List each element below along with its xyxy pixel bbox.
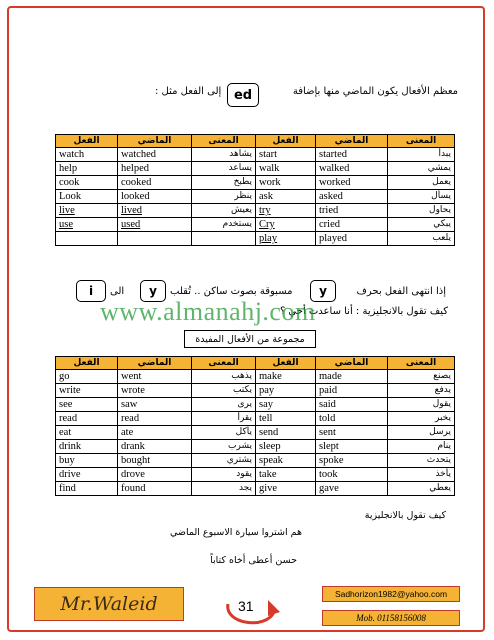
rule-y-part3: الى [110,286,125,297]
meaning-cell [388,370,455,384]
meaning-cell [388,482,455,496]
cell-text: يذهب [231,371,252,381]
cell-text: eat [59,427,72,438]
cell-text: live [59,205,75,216]
cell-text: work [259,177,281,188]
group-title: مجموعة من الأفعال المفيدة [184,330,316,348]
verb-cell [56,468,118,482]
verb-cell [256,440,316,454]
cell-text: tried [319,205,339,216]
sentence-2: حسن أعطى أخاه كتاباً [210,555,297,566]
cell-text: ينام [437,441,451,451]
past-cell [316,468,388,482]
table-row [56,468,455,482]
past-cell [118,190,192,204]
meaning-cell [388,426,455,440]
header-past: الماضي [118,135,192,148]
cell-text: play [259,233,278,244]
meaning-cell [388,190,455,204]
cell-text: wrote [121,385,145,396]
past-cell [316,190,388,204]
verb-cell [256,384,316,398]
cell-text: يعطي [429,483,451,493]
table-row [56,426,455,440]
cell-text: went [121,371,142,382]
meaning-cell [192,190,256,204]
past-cell [118,218,192,232]
header-verb: الفعل [256,357,316,370]
verb-cell [256,426,316,440]
intro-line [293,86,458,97]
cell-text: يشرب [228,441,252,451]
cell-text: give [259,483,278,494]
cell-text: watched [121,149,156,160]
meaning-cell [192,204,256,218]
cell-text: watch [59,149,85,160]
past-cell [118,232,192,246]
table-row [56,412,455,426]
meaning-cell [192,162,256,176]
past-cell [316,370,388,384]
meaning-cell [192,218,256,232]
cell-text: use [59,219,73,230]
watermark-text: www.almanahj.com [100,297,316,326]
cell-text: looked [121,191,150,202]
cell-text: يساعد [228,163,252,173]
cell-text: يأخذ [435,469,451,479]
cell-text: find [59,483,76,494]
past-cell [316,482,388,496]
cell-text: started [319,149,347,160]
cell-text: يبكي [433,219,451,229]
mobile-box: Mob. 01158156008 [322,610,460,626]
cell-text: يعيش [230,205,252,215]
cell-text: helped [121,163,149,174]
verb-cell [56,384,118,398]
header-past: الماضي [316,135,388,148]
verb-cell [56,162,118,176]
cell-text: played [319,233,347,244]
cell-text: make [259,371,282,382]
cell-text: go [59,371,70,382]
verb-cell [256,370,316,384]
cell-text: يصنع [433,371,451,381]
verb-cell [56,398,118,412]
cell-text: say [259,399,273,410]
past-cell [118,440,192,454]
cell-text: يدفع [434,385,451,395]
verb-cell [56,218,118,232]
cell-text: cooked [121,177,152,188]
verb-cell [56,370,118,384]
sentence-1: هم اشتروا سيارة الاسبوع الماضي [170,527,302,538]
cell-text: drove [121,469,145,480]
meaning-cell [388,148,455,162]
past-cell [316,440,388,454]
header-meaning: المعنى [192,135,256,148]
y-key-box-2: y [140,280,166,302]
verb-cell [56,148,118,162]
cell-text: يشاهد [229,149,252,159]
i-key-box: i [76,280,106,302]
cell-text: spoke [319,455,344,466]
rule-y-part2: مسبوقة بصوت ساكن .. تُقلب [170,286,293,297]
cell-text: speak [259,455,283,466]
cell-text: cried [319,219,340,230]
verb-cell [256,468,316,482]
table-row [56,370,455,384]
rule-y-part1: إذا انتهى الفعل بحرف [356,286,446,297]
regular-verbs-table [55,134,455,246]
table-row [56,162,455,176]
table-row [56,454,455,468]
past-cell [316,412,388,426]
email-box: Sadhorizon1982@yahoo.com [322,586,460,602]
past-cell [316,454,388,468]
cell-text: read [59,413,78,424]
footer [22,582,470,626]
cell-text: sent [319,427,336,438]
cell-text: يطبخ [233,177,252,187]
verb-cell [256,176,316,190]
table-row [56,218,455,232]
verb-cell [56,412,118,426]
meaning-cell [388,468,455,482]
cell-text: drive [59,469,81,480]
intro-text-before: معظم الأفعال يكون الماضي منها بإضافة [292,86,458,97]
header-verb: الفعل [56,135,118,148]
cell-text: said [319,399,336,410]
past-cell [118,370,192,384]
question-1: كيف تقول بالانجليزية : أنا ساعدت أخي ؟ [279,306,448,317]
meaning-cell [388,162,455,176]
cell-text: ask [259,191,273,202]
cell-text: send [259,427,279,438]
verb-cell [56,482,118,496]
header-verb: الفعل [256,135,316,148]
cell-text: buy [59,455,75,466]
cell-text: ate [121,427,134,438]
past-cell [316,204,388,218]
cell-text: يتحدث [426,455,451,465]
verb-cell [56,454,118,468]
verb-cell [256,162,316,176]
past-cell [316,232,388,246]
past-cell [118,398,192,412]
cell-text: يمشي [427,163,451,173]
meaning-cell [388,398,455,412]
cell-text: يأكل [235,427,252,437]
meaning-cell [192,468,256,482]
past-cell [118,454,192,468]
irregular-verbs-table [55,356,455,496]
verb-cell [256,218,316,232]
cell-text: يكتب [232,385,252,395]
cell-text: يرسل [429,427,451,437]
verb-cell [256,148,316,162]
verb-cell [256,482,316,496]
meaning-cell [388,232,455,246]
meaning-cell [192,398,256,412]
cell-text: يسأل [431,191,451,201]
cell-text: walk [259,163,280,174]
meaning-cell [388,384,455,398]
cell-text: Look [59,191,82,202]
meaning-cell [192,148,256,162]
past-cell [316,426,388,440]
cell-text: sleep [259,441,281,452]
cell-text: يخبر [435,413,451,423]
cell-text: asked [319,191,343,202]
meaning-cell [192,440,256,454]
author-name-box: Mr.Waleid [34,587,184,621]
past-cell [316,162,388,176]
past-cell [316,148,388,162]
cell-text: read [121,413,140,424]
past-cell [118,162,192,176]
past-cell [316,218,388,232]
page-number: 31 [238,598,254,614]
table-row [56,232,455,246]
meaning-cell [192,370,256,384]
verb-cell [56,204,118,218]
past-cell [118,412,192,426]
past-cell [118,384,192,398]
cell-text: help [59,163,78,174]
past-cell [316,398,388,412]
meaning-cell [388,176,455,190]
table-header-row [56,135,455,148]
meaning-cell [388,204,455,218]
meaning-cell [192,454,256,468]
meaning-cell [192,176,256,190]
cell-text: pay [259,385,275,396]
verb-cell [256,204,316,218]
meaning-cell [192,384,256,398]
cell-text: walked [319,163,350,174]
ed-key-box: ed [227,83,259,107]
question-2: كيف تقول بالانجليزية [364,510,446,521]
past-cell [118,176,192,190]
header-past: الماضي [118,357,192,370]
table-row [56,148,455,162]
cell-text: worked [319,177,351,188]
cell-text: drink [59,441,82,452]
cell-text: see [59,399,73,410]
table-header-row [56,357,455,370]
meaning-cell [388,412,455,426]
past-cell [118,204,192,218]
header-meaning: المعنى [388,357,455,370]
table-row [56,398,455,412]
verb-cell [256,454,316,468]
meaning-cell [192,412,256,426]
y-key-box: y [310,280,336,302]
past-cell [118,482,192,496]
table-row [56,440,455,454]
past-cell [118,148,192,162]
cell-text: يستخدم [222,219,252,229]
meaning-cell [192,426,256,440]
table-row [56,190,455,204]
verb-cell [56,232,118,246]
cell-text: يرى [237,399,252,409]
verb-cell [256,412,316,426]
cell-text: saw [121,399,138,410]
past-cell [118,426,192,440]
header-past: الماضي [316,357,388,370]
cell-text: used [121,219,141,230]
meaning-cell [388,440,455,454]
cell-text: took [319,469,338,480]
past-cell [118,468,192,482]
header-meaning: المعنى [192,357,256,370]
cell-text: paid [319,385,338,396]
cell-text: write [59,385,81,396]
past-cell [316,384,388,398]
cell-text: take [259,469,277,480]
cell-text: cook [59,177,80,188]
cell-text: told [319,413,336,424]
cell-text: يعمل [432,177,451,187]
cell-text: drank [121,441,145,452]
header-meaning: المعنى [388,135,455,148]
cell-text: bought [121,455,151,466]
table-row [56,204,455,218]
meaning-cell [388,218,455,232]
cell-text: slept [319,441,339,452]
verb-cell [56,176,118,190]
cell-text: يقرأ [237,413,252,423]
cell-text: يقول [432,399,451,409]
cell-text: made [319,371,342,382]
cell-text: Cry [259,219,275,230]
past-cell [316,176,388,190]
intro-text-after: إلى الفعل مثل : [155,86,222,97]
meaning-cell [388,454,455,468]
table-row [56,482,455,496]
meaning-cell [192,482,256,496]
verb-cell [256,190,316,204]
cell-text: found [121,483,146,494]
cell-text: gave [319,483,339,494]
table-row [56,176,455,190]
table-row [56,384,455,398]
cell-text: يبدأ [438,149,451,159]
cell-text: يشتري [226,455,252,465]
cell-text: يلعب [432,233,451,243]
cell-text: ينظر [234,191,252,201]
verb-cell [56,190,118,204]
cell-text: يجد [238,483,252,493]
verb-cell [56,440,118,454]
meaning-cell [192,232,256,246]
verb-cell [56,426,118,440]
cell-text: tell [259,413,273,424]
cell-text: يحاول [429,205,451,215]
cell-text: try [259,205,271,216]
cell-text: lived [121,205,142,216]
verb-cell [256,398,316,412]
cell-text: يقود [236,469,252,479]
verb-cell [256,232,316,246]
cell-text: start [259,149,278,160]
header-verb: الفعل [56,357,118,370]
